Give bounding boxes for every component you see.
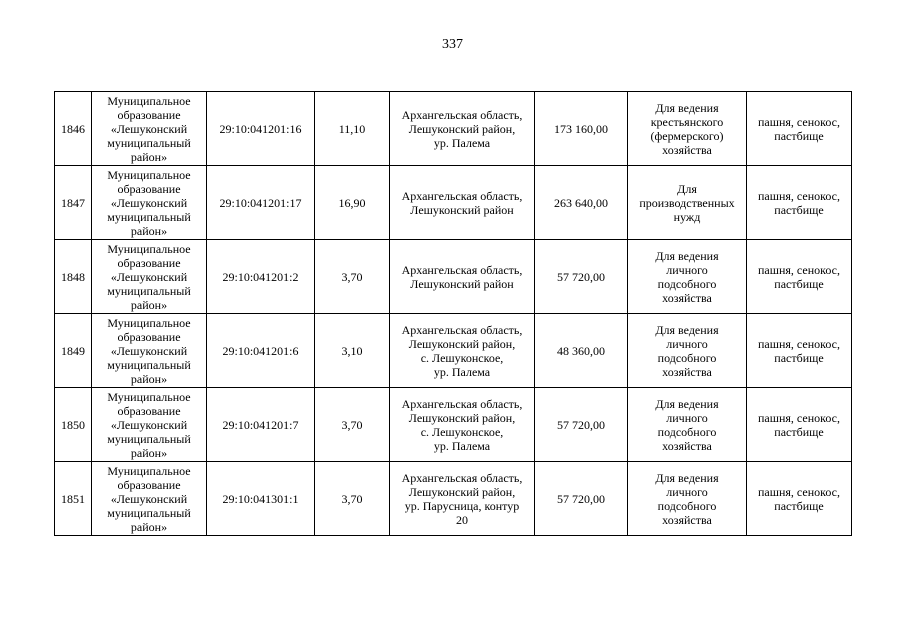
row-number-cell	[55, 92, 92, 166]
cadastral-value: 173 160,00	[554, 121, 608, 136]
row-number: 1848	[61, 269, 85, 284]
area-value: 16,90	[338, 195, 366, 210]
owner-cell	[92, 314, 207, 388]
value-cell	[535, 240, 628, 314]
cadastral-number: 29:10:041301:1	[222, 491, 299, 506]
purpose-text: Для производственных нужд	[639, 181, 735, 224]
address-cell	[390, 166, 535, 240]
land-type-text: пашня, сенокос, пастбище	[758, 336, 840, 365]
row-number: 1846	[61, 121, 85, 136]
cadastral-cell	[207, 166, 315, 240]
area-value: 3,70	[341, 269, 363, 284]
address-cell	[390, 388, 535, 462]
area-cell	[315, 314, 390, 388]
purpose-text: Для ведения личного подсобного хозяйства	[655, 248, 719, 305]
area-cell	[315, 240, 390, 314]
land-type-cell	[747, 462, 852, 536]
purpose-text: Для ведения личного подсобного хозяйства	[655, 396, 719, 453]
land-type-text: пашня, сенокос, пастбище	[758, 410, 840, 439]
owner-cell	[92, 166, 207, 240]
purpose-cell	[628, 166, 747, 240]
row-number-cell	[55, 314, 92, 388]
cadastral-value: 57 720,00	[557, 491, 605, 506]
land-type-cell	[747, 166, 852, 240]
address-text: Архангельская область, Лешуконский район, ур. Парусница, контур 20	[401, 470, 523, 527]
value-cell	[535, 388, 628, 462]
area-cell	[315, 462, 390, 536]
value-cell	[535, 166, 628, 240]
address-cell	[390, 92, 535, 166]
table-row	[55, 240, 852, 314]
table-row	[55, 314, 852, 388]
row-number-cell	[55, 462, 92, 536]
owner-cell	[92, 388, 207, 462]
value-cell	[535, 92, 628, 166]
land-type-text: пашня, сенокос, пастбище	[758, 188, 840, 217]
area-value: 11,10	[338, 121, 366, 136]
row-number: 1851	[61, 491, 85, 506]
purpose-cell	[628, 314, 747, 388]
address-text: Архангельская область, Лешуконский район, с. Лешуконское, ур. Палема	[401, 396, 523, 453]
area-value: 3,10	[341, 343, 363, 358]
owner-cell	[92, 462, 207, 536]
row-number-cell	[55, 240, 92, 314]
cadastral-cell	[207, 462, 315, 536]
cadastral-number: 29:10:041201:17	[219, 195, 302, 210]
value-cell	[535, 462, 628, 536]
land-type-cell	[747, 92, 852, 166]
address-cell	[390, 462, 535, 536]
owner-cell	[92, 240, 207, 314]
purpose-text: Для ведения крестьянского (фермерского) хозяйства	[650, 100, 724, 157]
owner-text: Муниципальное образование «Лешуконский муниципальный район»	[107, 241, 191, 312]
value-cell	[535, 314, 628, 388]
address-text: Архангельская область, Лешуконский район	[401, 262, 523, 291]
address-text: Архангельская область, Лешуконский район, с. Лешуконское, ур. Палема	[401, 322, 523, 379]
table-row	[55, 92, 852, 166]
row-number: 1850	[61, 417, 85, 432]
land-plots-table	[54, 91, 852, 536]
row-number-cell	[55, 166, 92, 240]
land-type-text: пашня, сенокос, пастбище	[758, 262, 840, 291]
area-cell	[315, 92, 390, 166]
address-text: Архангельская область, Лешуконский район, ур. Палема	[401, 107, 523, 150]
area-cell	[315, 388, 390, 462]
table-row	[55, 388, 852, 462]
cadastral-cell	[207, 92, 315, 166]
row-number: 1849	[61, 343, 85, 358]
area-value: 3,70	[341, 491, 363, 506]
cadastral-value: 263 640,00	[554, 195, 608, 210]
cadastral-value: 57 720,00	[557, 417, 605, 432]
table-body	[55, 92, 852, 536]
address-text: Архангельская область, Лешуконский район	[401, 188, 523, 217]
land-type-cell	[747, 388, 852, 462]
cadastral-number: 29:10:041201:7	[222, 417, 299, 432]
land-type-text: пашня, сенокос, пастбище	[758, 114, 840, 143]
owner-text: Муниципальное образование «Лешуконский муниципальный район»	[107, 463, 191, 534]
land-type-text: пашня, сенокос, пастбище	[758, 484, 840, 513]
purpose-cell	[628, 462, 747, 536]
table-row	[55, 462, 852, 536]
cadastral-value: 48 360,00	[557, 343, 605, 358]
cadastral-number: 29:10:041201:2	[222, 269, 299, 284]
address-cell	[390, 240, 535, 314]
owner-text: Муниципальное образование «Лешуконский муниципальный район»	[107, 93, 191, 164]
cadastral-number: 29:10:041201:16	[219, 121, 302, 136]
purpose-text: Для ведения личного подсобного хозяйства	[655, 470, 719, 527]
address-cell	[390, 314, 535, 388]
cadastral-cell	[207, 388, 315, 462]
cadastral-number: 29:10:041201:6	[222, 343, 299, 358]
land-type-cell	[747, 240, 852, 314]
table-row	[55, 166, 852, 240]
purpose-text: Для ведения личного подсобного хозяйства	[655, 322, 719, 379]
area-cell	[315, 166, 390, 240]
owner-text: Муниципальное образование «Лешуконский муниципальный район»	[107, 315, 191, 386]
owner-text: Муниципальное образование «Лешуконский муниципальный район»	[107, 389, 191, 460]
purpose-cell	[628, 92, 747, 166]
page-number: 337	[442, 37, 463, 52]
row-number-cell	[55, 388, 92, 462]
owner-cell	[92, 92, 207, 166]
purpose-cell	[628, 388, 747, 462]
cadastral-value: 57 720,00	[557, 269, 605, 284]
purpose-cell	[628, 240, 747, 314]
cadastral-cell	[207, 240, 315, 314]
owner-text: Муниципальное образование «Лешуконский муниципальный район»	[107, 167, 191, 238]
land-type-cell	[747, 314, 852, 388]
cadastral-cell	[207, 314, 315, 388]
area-value: 3,70	[341, 417, 363, 432]
row-number: 1847	[61, 195, 85, 210]
